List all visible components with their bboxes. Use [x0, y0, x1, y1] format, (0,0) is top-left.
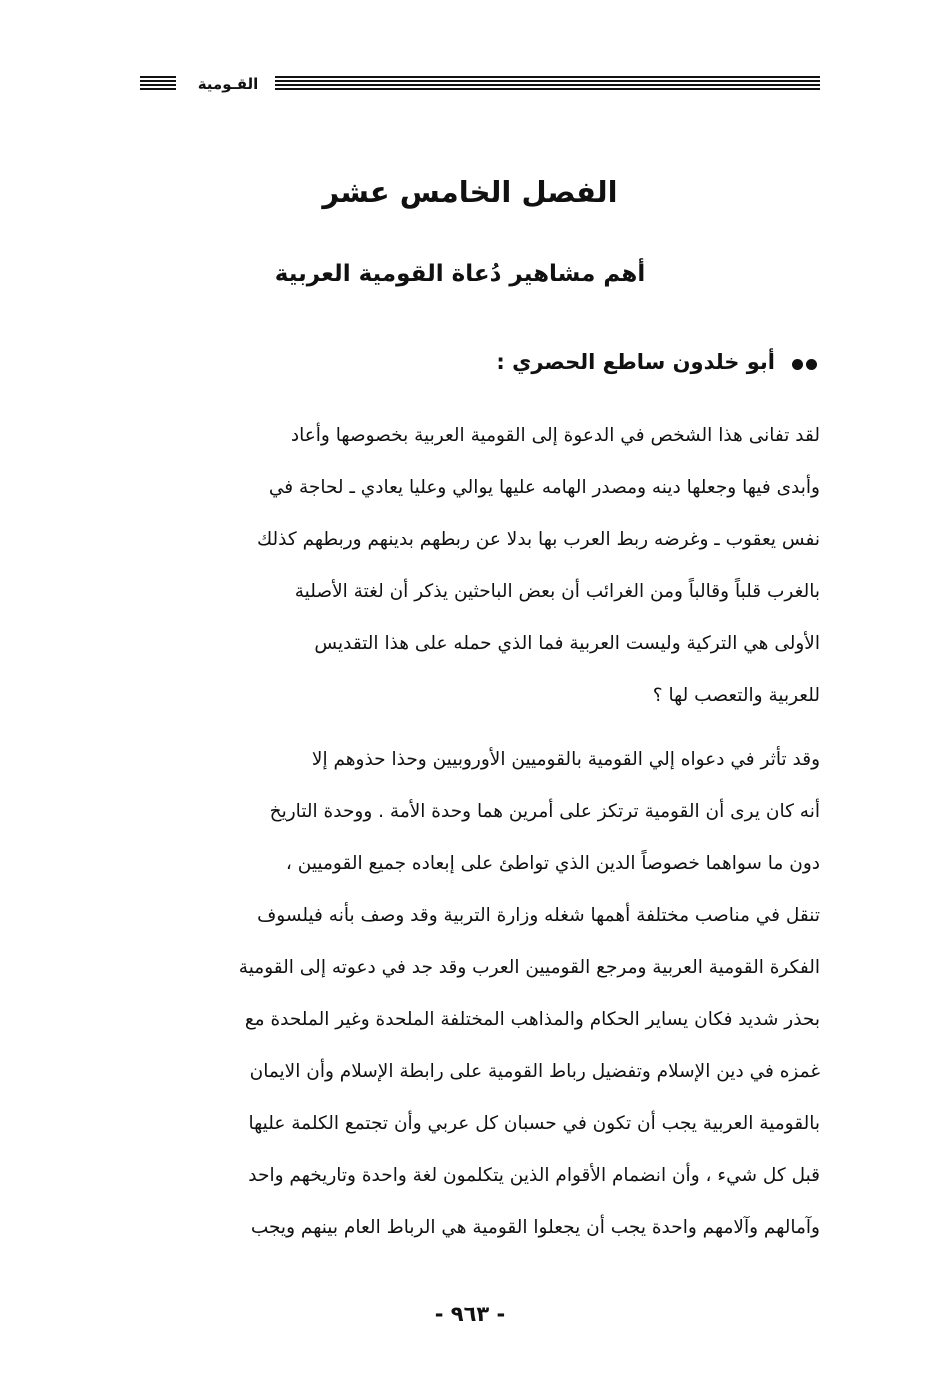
text-line: دون ما سواهما خصوصاً الدين الذي تواطئ على إبعاده جميع القوميين ،	[285, 853, 820, 874]
text-line: قبل كل شيء ، وأن انضمام الأقوام الذين يتكلمون لغة واحدة وتاريخهم واحد	[248, 1165, 820, 1186]
chapter-title: الفصل الخامس عشر	[322, 175, 618, 209]
double-bullet-icon	[789, 343, 817, 383]
header-rule-short	[140, 76, 176, 92]
paragraph-1	[140, 410, 820, 722]
text-line: للعربية والتعصب لها ؟	[652, 685, 820, 706]
text-line: أنه كان يرى أن القومية ترتكز على أمرين هما وحدة الأمة . ووحدة التاريخ	[269, 801, 820, 822]
text-line: بالغرب قلباً وقالباً ومن الغرائب أن بعض الباحثين يذكر أن لغتة الأصلية	[294, 581, 820, 602]
text-line: لقد تفانى هذا الشخص في الدعوة إلى القومية العربية بخصوصها وأعاد	[290, 425, 820, 446]
text-line: وآمالهم وآلامهم واحدة يجب أن يجعلوا القومية هي الرباط العام بينهم ويجب	[250, 1217, 820, 1238]
text-line: غمزه في دين الإسلام وتفضيل رباط القومية على رابطة الإسلام وأن الايمان	[249, 1061, 820, 1082]
paragraph-2	[140, 734, 820, 1254]
text-line: الفكرة القومية العربية ومرجع القوميين العرب وقد جد في دعوته إلى القومية	[238, 957, 820, 978]
text-line: وقد تأثر في دعواه إلي القومية بالقوميين الأوروبيين وحذا حذوهم إلا	[311, 749, 820, 770]
section-heading	[217, 342, 817, 383]
text-line: بالقومية العربية يجب أن تكون في حسبان كل عربي وأن تجتمع الكلمة عليها	[248, 1113, 820, 1134]
header-rule-long	[275, 76, 820, 92]
running-header	[140, 72, 820, 96]
text-line: بحذر شديد فكان يساير الحكام والمذاهب المختلفة الملحدة وغير الملحدة مع	[244, 1009, 820, 1030]
chapter-subtitle: أهم مشاهير دُعاة القومية العربية	[274, 261, 646, 287]
page-number: - ٩٦٣ -	[434, 1302, 506, 1326]
text-line: تنقل في مناصب مختلفة أهمها شغله وزارة التربية وقد وصف بأنه فيلسوف	[257, 905, 820, 926]
text-line: الأولى هي التركية وليست العربية فما الذي حمله على هذا التقديس	[314, 633, 820, 654]
running-header-title: القـومية	[197, 75, 259, 93]
section-heading-text: أبو خلدون ساطع الحصري :	[496, 350, 775, 374]
text-line: نفس يعقوب ـ وغرضه ربط العرب بها بدلا عن ربطهم بدينهم وربطهم كذلك	[256, 529, 820, 550]
text-line: وأبدى فيها وجعلها دينه ومصدر الهامه عليها يوالي وعليا يعادي ـ لحاجة في	[268, 477, 820, 498]
